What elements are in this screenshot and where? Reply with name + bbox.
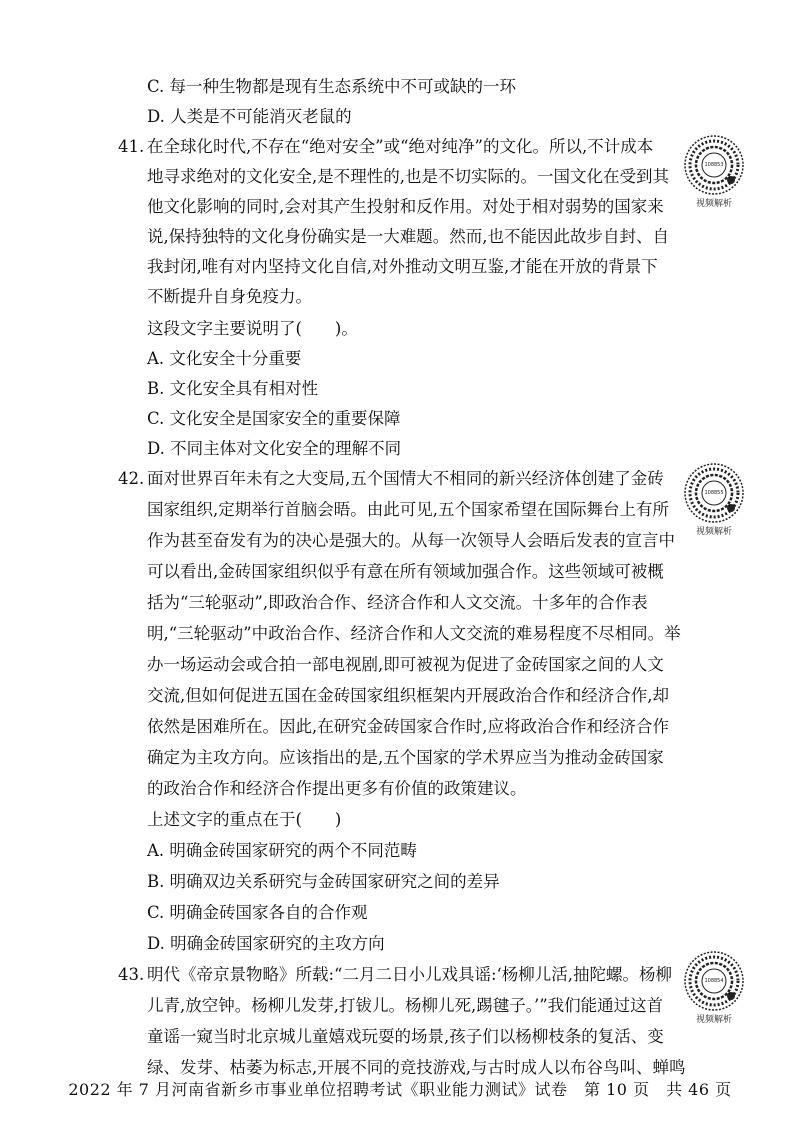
q42-option-a: A. 明确金砖国家研究的两个不同范畴: [147, 841, 417, 860]
q41-stem-line: 在全球化时代,不存在“绝对安全”或“绝对纯净”的文化。所以,不计成本: [147, 137, 654, 156]
q42-stem-line: 办一场运动会或合拍一部电视剧,即可被视为促进了金砖国家之间的人文: [147, 655, 664, 674]
q41-stem-line: 他文化影响的同时,会对其产生投射和反作用。对处于相对弱势的国家来: [147, 197, 664, 216]
q42-stem-line: 交流,但如何促进五国在金砖国家组织框架内开展政治合作和经济合作,却: [147, 686, 669, 705]
q42-stem-line: 依然是困难所在。因此,在研究金砖国家合作时,应将政治合作和经济合作: [147, 717, 669, 736]
qr-code-number: 108853: [704, 162, 724, 168]
q41-option-d: D. 不同主体对文化安全的理解不同: [147, 439, 402, 458]
q41-stem-line: 我封闭,唯有对内坚持文化自信,对外推动文明互鉴,才能在开放的背景下: [147, 257, 658, 276]
q43-stem-line: 童谣一窥当时北京城儿童嬉戏玩耍的场景,孩子们以杨柳枝条的复活、变: [147, 1027, 664, 1046]
page-footer: 2022 年 7 月河南省新乡市事业单位招聘考试《职业能力测试》试卷 第 10 页 共 46 页: [68, 1080, 732, 1099]
q42-prompt: 上述文字的重点在于( ): [147, 810, 342, 829]
q41-stem-line: 不断提升自身免疫力。: [147, 287, 312, 306]
q42-stem-line: 可以看出,金砖国家组织似乎有意在所有领域加强合作。这些领域可被概: [147, 562, 664, 581]
q42-video-qr[interactable]: [680, 462, 748, 538]
q42-stem-line: 国家组织,定期举行首脑会晤。由此可见,五个国家希望在国际舞台上有所: [147, 500, 669, 519]
video-analysis-label: 视频解析: [695, 199, 732, 209]
q42-stem-line: 明,“三轮驱动”中政治合作、经济合作和人文交流的难易程度不尽相同。举: [147, 624, 681, 643]
q43-stem-line: 明代《帝京景物略》所载:“二月二日小儿戏具谣:‘杨柳儿活,抽陀螺。杨柳: [147, 965, 673, 984]
q41-option-c: C. 文化安全是国家安全的重要保障: [147, 409, 401, 428]
q41-prompt: 这段文字主要说明了( )。: [147, 319, 358, 338]
q43-stem-line: 绿、发芽、枯萎为标志,开展不同的竞技游戏,与古时成人以布谷鸟叫、蝉鸣: [147, 1058, 686, 1077]
q42-stem-line: 的政治合作和经济合作提出更多有价值的政策建议。: [147, 779, 527, 798]
q41-stem-line: 地寻求绝对的文化安全,是不理性的,也是不切实际的。一国文化在受到其: [147, 167, 669, 186]
q40-option-c: C. 每一种生物都是现有生态系统中不可或缺的一环: [147, 77, 517, 96]
q42-number: 42.: [118, 469, 145, 488]
q42-stem-line: 作为甚至奋发有为的决心是强大的。从每一次领导人会晤后发表的宣言中: [147, 531, 675, 550]
q43-video-qr[interactable]: [680, 950, 748, 1026]
q42-option-b: B. 明确双边关系研究与金砖国家研究之间的差异: [147, 872, 500, 891]
q42-option-d: D. 明确金砖国家研究的主攻方向: [147, 934, 385, 953]
q41-option-a: A. 文化安全十分重要: [147, 349, 302, 368]
q42-stem-line: 面对世界百年未有之大变局,五个国情大不相同的新兴经济体创建了金砖: [147, 469, 664, 488]
q43-stem-line: 儿青,放空钟。杨柳儿发芽,打钹儿。杨柳儿死,踢毽子。’”我们能通过这首: [147, 996, 664, 1015]
q42-stem-line: 确定为主攻方向。应该指出的是,五个国家的学术界应当为推动金砖国家: [147, 748, 664, 767]
q41-option-b: B. 文化安全具有相对性: [147, 379, 319, 398]
q41-video-qr[interactable]: [680, 134, 748, 210]
q43-number: 43.: [118, 965, 145, 984]
q42-option-c: C. 明确金砖国家各自的合作观: [147, 903, 368, 922]
q41-number: 41.: [118, 137, 145, 156]
q41-stem-line: 说,保持独特的文化身份确实是一大难题。然而,也不能因此故步自封、自: [147, 227, 669, 246]
q40-option-d: D. 人类是不可能消灭老鼠的: [147, 107, 352, 126]
video-analysis-label: 视频解析: [695, 527, 732, 537]
video-analysis-label: 视频解析: [695, 1015, 732, 1025]
qr-code-number: 108855: [704, 490, 724, 496]
q42-stem-line: 括为“三轮驱动”,即政治合作、经济合作和人文交流。十多年的合作表: [147, 593, 648, 612]
qr-code-number: 108854: [704, 978, 724, 984]
